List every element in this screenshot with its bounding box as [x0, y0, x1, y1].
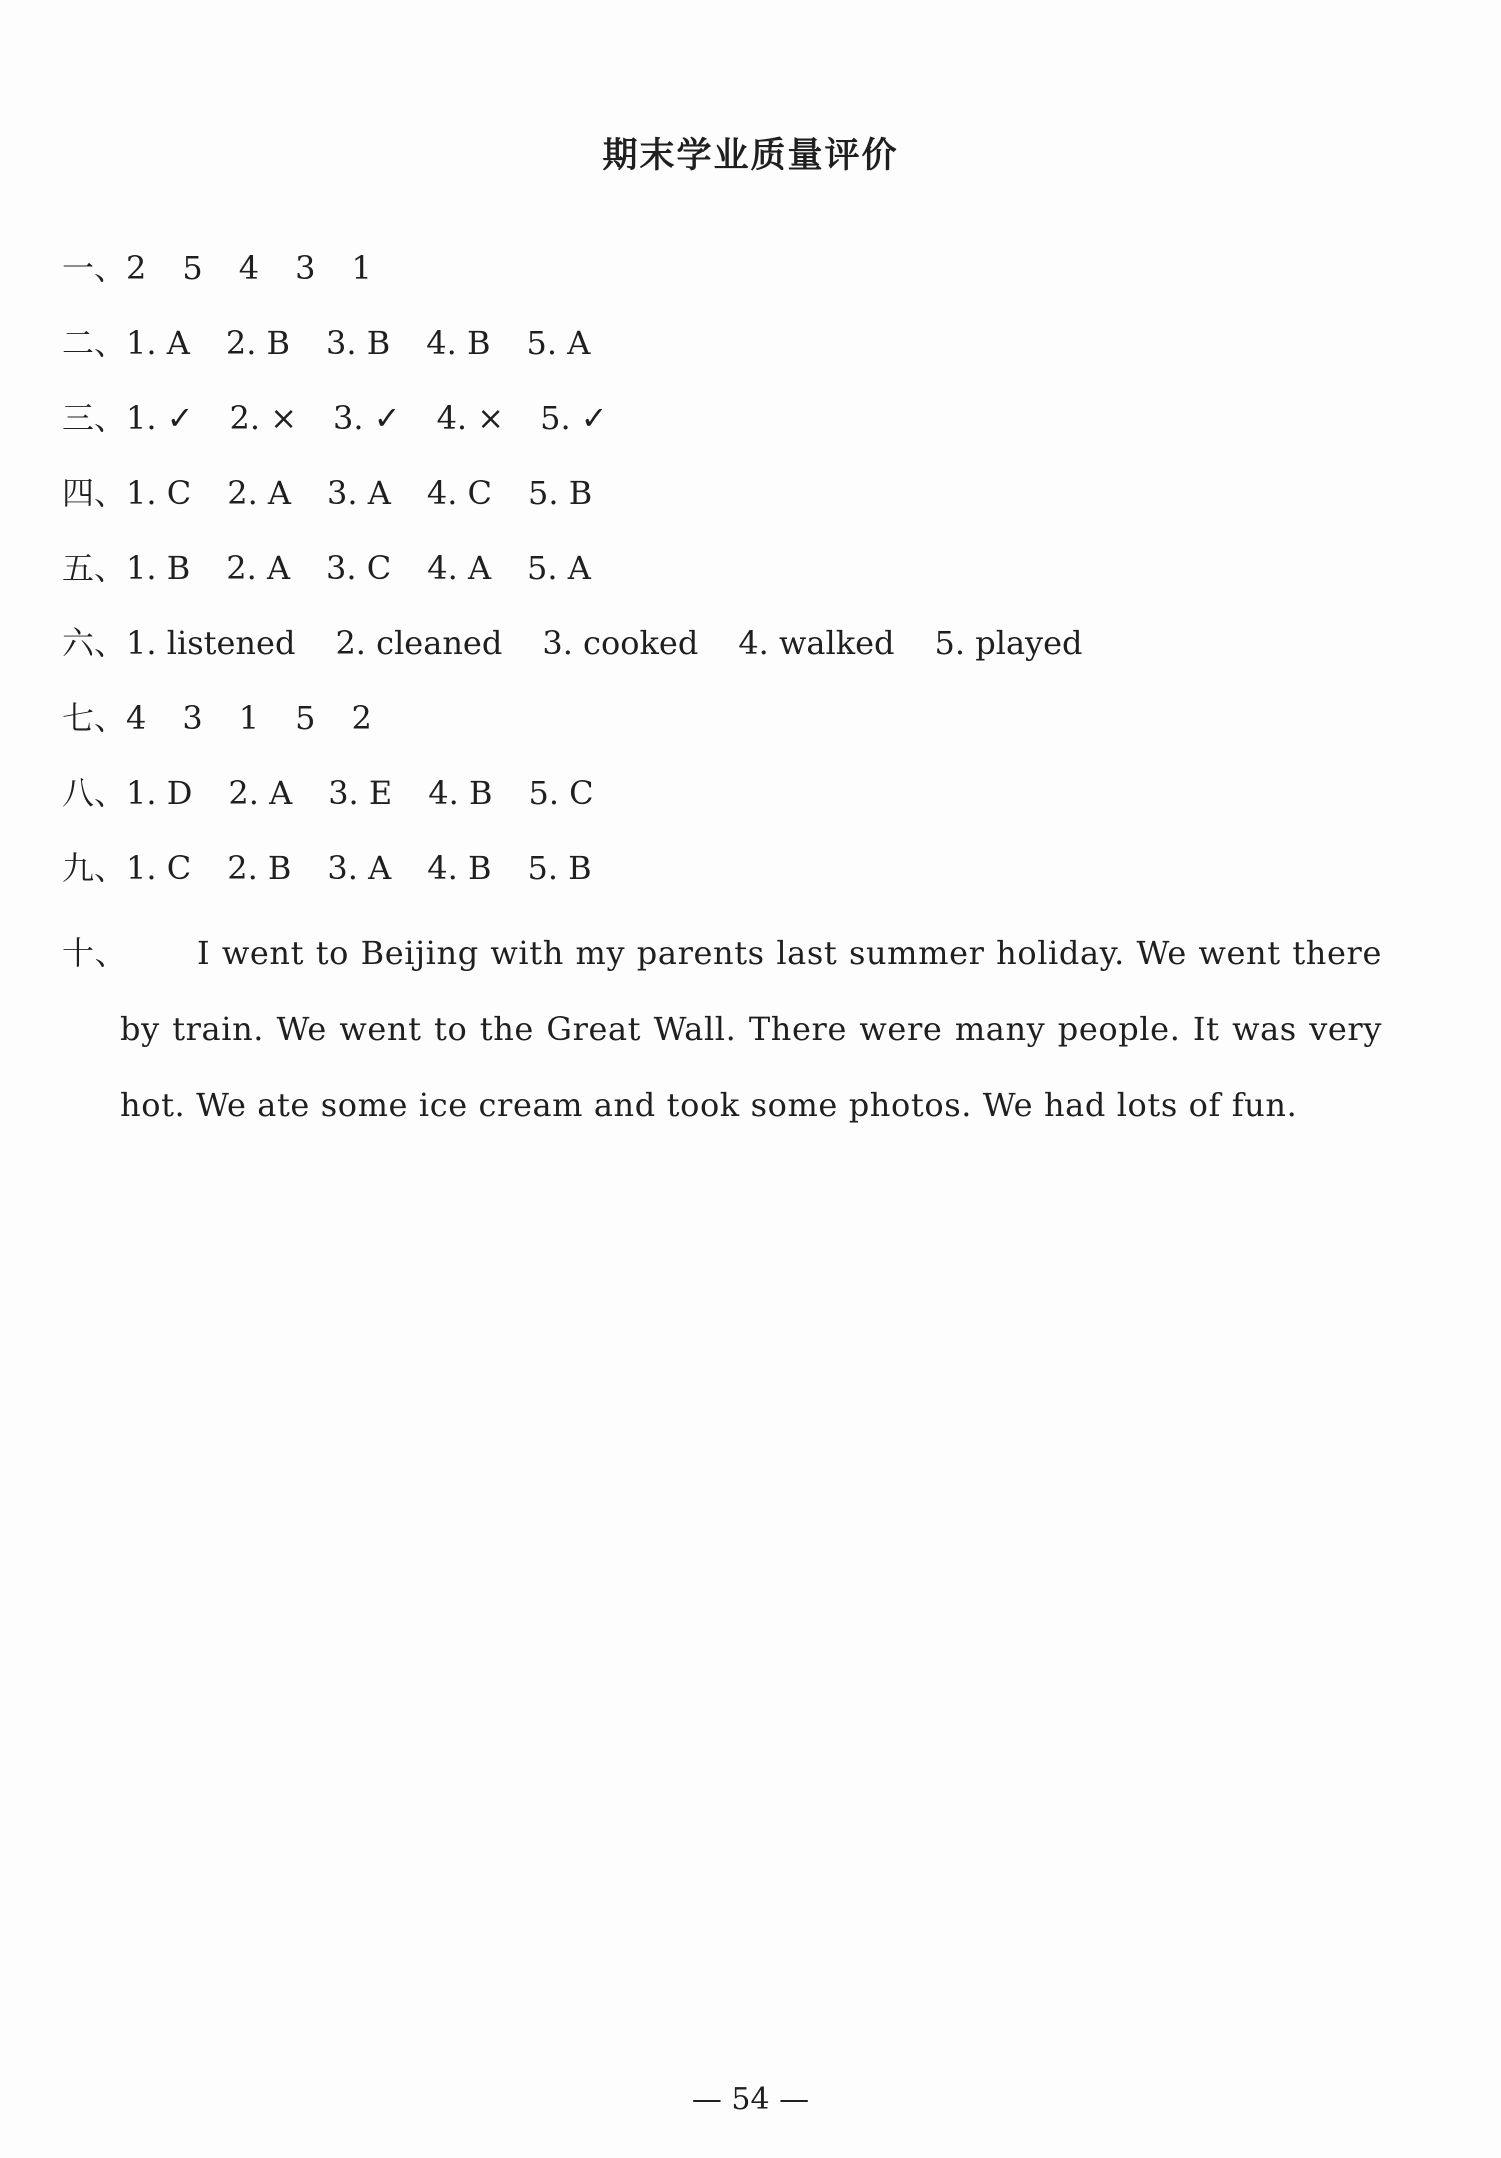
answer-item: 4. B — [426, 324, 491, 362]
answer-item: 3 — [295, 249, 316, 287]
answer-item: 3. cooked — [542, 624, 699, 662]
answer-item: 3 — [182, 699, 203, 737]
essay-section — [62, 915, 1382, 1143]
page-number: — 54 — — [691, 2082, 810, 2117]
answer-item: 3. E — [328, 774, 393, 812]
answer-item: 4. × — [436, 399, 505, 437]
answer-item: 5. played — [934, 624, 1083, 662]
answer-item: 2. × — [229, 399, 298, 437]
answer-item: 1. C — [126, 474, 192, 512]
answer-row-7 — [62, 690, 1382, 765]
answer-item: 1. listened — [126, 624, 296, 662]
answer-item: 3. A — [327, 849, 392, 887]
answer-key — [62, 240, 1382, 1143]
section-number: 七、 — [62, 699, 127, 737]
answer-item: 2 — [126, 249, 147, 287]
answer-item: 4 — [238, 249, 260, 287]
answer-item: 5. ✓ — [540, 399, 608, 437]
answer-item: 4. B — [427, 849, 492, 887]
page-title: 期末学业质量评价 — [602, 135, 899, 176]
section-number: 三、 — [62, 399, 127, 437]
answer-item: 4. walked — [738, 624, 895, 662]
section-number: 二、 — [62, 324, 127, 362]
answer-row-5 — [62, 540, 1382, 615]
answer-row-4 — [62, 465, 1382, 540]
answer-item: 5 — [182, 249, 203, 287]
answer-row-8 — [62, 765, 1382, 840]
answer-item: 2. B — [227, 849, 292, 887]
answer-item: 5 — [295, 699, 316, 737]
answer-item: 1. A — [126, 324, 190, 362]
section-number: 一、 — [62, 249, 127, 287]
answer-item: 2 — [351, 699, 372, 737]
answer-item: 2. B — [225, 324, 291, 362]
answer-item: 3. ✓ — [333, 399, 401, 437]
answer-item: 1. B — [126, 549, 191, 587]
answer-item: 5. A — [526, 324, 591, 362]
answer-row-1 — [62, 240, 1382, 315]
answer-item: 2. A — [226, 549, 291, 587]
answer-item: 5. B — [528, 474, 593, 512]
answer-item: 2. A — [228, 774, 293, 812]
answer-item: 5. B — [527, 849, 592, 887]
answer-row-6 — [62, 615, 1382, 690]
answer-item: 4. C — [426, 474, 493, 512]
section-number: 八、 — [62, 774, 127, 812]
answer-item: 2. A — [227, 474, 292, 512]
answer-row-3 — [62, 390, 1382, 465]
answer-item: 1 — [351, 249, 372, 287]
answer-item: 4. A — [427, 549, 492, 587]
section-number: 四、 — [62, 474, 127, 512]
answer-item: 1. ✓ — [126, 399, 194, 437]
essay-paragraph: I went to Beijing with my parents last summer holiday. We went there by train. We went to the Great Wall. There were many people. It was very hot. We ate some ice cream and took some photos. We had lots of fun. — [120, 934, 1382, 1124]
answer-item: 3. C — [326, 549, 392, 587]
section-number: 九、 — [62, 849, 127, 887]
section-number: 五、 — [62, 549, 127, 587]
answer-item: 4. B — [428, 774, 493, 812]
answer-item: 2. cleaned — [335, 624, 503, 662]
answer-item: 3. B — [326, 324, 391, 362]
answer-row-9 — [62, 840, 1382, 915]
section-number: 十、 — [62, 934, 128, 972]
answer-item: 3. A — [327, 474, 391, 512]
section-number: 六、 — [62, 624, 127, 662]
answer-item: 1. C — [126, 849, 192, 887]
answer-item: 5. C — [528, 774, 594, 812]
answer-item: 4 — [126, 699, 147, 737]
answer-item: 5. A — [527, 549, 591, 587]
answer-item: 1. D — [126, 774, 193, 812]
answer-row-2 — [62, 315, 1382, 390]
answer-item: 1 — [238, 699, 260, 737]
